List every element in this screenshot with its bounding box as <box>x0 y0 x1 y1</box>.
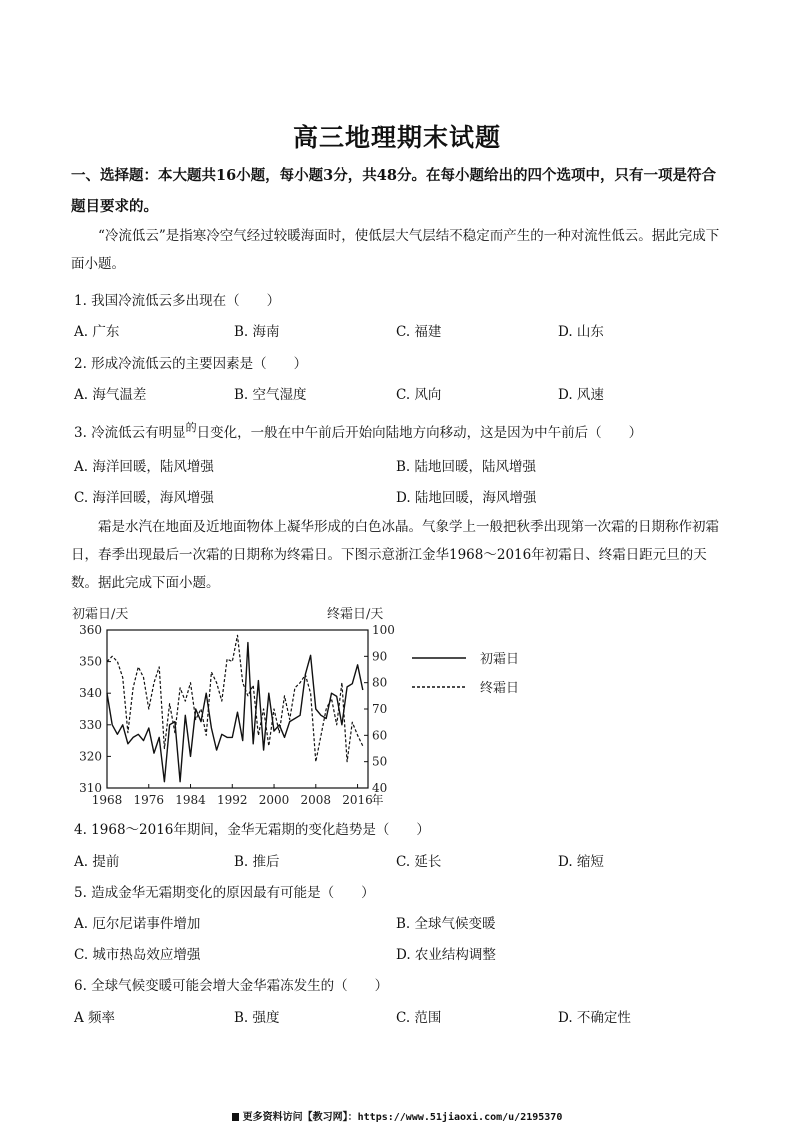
left-tick-label: 350 <box>79 654 102 669</box>
q2-option-a[interactable]: A. 海气温差 <box>74 387 147 403</box>
left-tick-label: 340 <box>79 686 102 701</box>
q4-option-a[interactable]: A. 提前 <box>74 854 120 870</box>
question-2-stem: 2. 形成冷流低云的主要因素是（ ） <box>74 356 308 372</box>
footer-link[interactable] <box>0 1108 794 1123</box>
x-tick-label: 1976 <box>133 793 165 807</box>
q1-option-a[interactable]: A. 广东 <box>74 324 120 340</box>
q4-option-d[interactable]: D. 缩短 <box>558 854 604 870</box>
q4-option-b[interactable]: B. 推后 <box>234 854 280 870</box>
left-tick-label: 360 <box>79 623 102 637</box>
q6-option-b[interactable]: B. 强度 <box>234 1010 280 1026</box>
chart-right-axis-label: 终霜日/天 <box>327 607 384 622</box>
legend-label-last-frost: 终霜日 <box>480 681 520 696</box>
right-tick-label: 50 <box>372 754 388 769</box>
q1-option-c[interactable]: C. 福建 <box>396 324 442 340</box>
series-first-frost-line <box>107 643 363 782</box>
x-tick-label: 1968 <box>91 793 123 807</box>
series-last-frost-line <box>107 635 363 761</box>
x-unit-label: 年 <box>371 793 384 807</box>
frost-chart <box>62 598 582 814</box>
chart-left-axis-label: 初霜日/天 <box>72 607 129 622</box>
q3-option-d[interactable]: D. 陆地回暖，海风增强 <box>396 490 537 506</box>
x-tick-label: 2008 <box>300 793 332 807</box>
x-tick-label: 2016 <box>342 793 373 807</box>
q5-option-a[interactable]: A. 厄尔尼诺事件增加 <box>74 916 201 932</box>
intro-paragraph-2: 霜是水汽在地面及近地面物体上凝华形成的白色冰晶。气象学上一般把秋季出现第一次霜的日期称作初霜日，春季出现最后一次霜的日期称为终霜日。下图示意浙江金华1968～2016年初霜日、终霜日距元旦的天数。据此完成下面小题。 <box>71 519 719 591</box>
q2-option-c[interactable]: C. 风向 <box>396 387 442 403</box>
x-tick-label: 2000 <box>258 793 290 807</box>
question-1-stem: 1. 我国冷流低云多出现在（ ） <box>74 293 281 309</box>
q6-option-c[interactable]: C. 范围 <box>396 1010 442 1026</box>
q2-option-b[interactable]: B. 空气湿度 <box>234 387 307 403</box>
question-6-stem: 6. 全球气候变暖可能会增大金华霜冻发生的（ ） <box>74 978 389 994</box>
right-tick-label: 100 <box>372 623 395 637</box>
left-tick-label: 330 <box>79 717 102 732</box>
right-tick-label: 90 <box>372 649 388 664</box>
x-tick-label: 1992 <box>217 793 248 807</box>
question-5-stem: 5. 造成金华无霜期变化的原因最有可能是（ ） <box>74 885 375 901</box>
left-tick-label: 320 <box>79 749 102 764</box>
q3-stem-pre: 3. 冷流低云有明显 <box>74 425 186 441</box>
footer-text: 更多资料访问【教习网】：https://www.51jiaoxi.com/u/2195370 <box>242 1112 563 1123</box>
x-tick-label: 1984 <box>175 793 206 807</box>
q6-option-a[interactable]: A 频率 <box>74 1010 116 1026</box>
q1-option-b[interactable]: B. 海南 <box>234 324 280 340</box>
right-tick-label: 70 <box>372 702 388 716</box>
q5-option-d[interactable]: D. 农业结构调整 <box>396 947 496 963</box>
legend-label-first-frost: 初霜日 <box>480 652 520 667</box>
q3-option-c[interactable]: C. 海洋回暖，海风增强 <box>74 490 214 506</box>
q3-stem-sup: 的 <box>185 421 197 434</box>
q1-option-d[interactable]: D. 山东 <box>558 324 604 340</box>
question-3-stem <box>74 421 642 441</box>
question-4-stem: 4. 1968～2016年期间，金华无霜期的变化趋势是（ ） <box>74 822 430 838</box>
section-header: 一、选择题：本大题共16小题，每小题3分，共48分。在每小题给出的四个选项中，只有一项是符合题目要求的。 <box>71 167 716 215</box>
left-tick-label: 310 <box>79 781 102 795</box>
page-title: 高三地理期末试题 <box>292 123 501 152</box>
flag-icon <box>232 1113 239 1121</box>
right-tick-label: 40 <box>372 781 388 795</box>
q5-option-b[interactable]: B. 全球气候变暖 <box>396 916 496 932</box>
intro-paragraph-1: “冷流低云”是指寒冷空气经过较暖海面时，使低层大气层结不稳定而产生的一种对流性低云。据此完成下面小题。 <box>71 228 720 272</box>
right-tick-label: 80 <box>372 675 388 690</box>
q3-stem-post: 日变化，一般在中午前后开始向陆地方向移动，这是因为中午前后（ ） <box>196 425 643 441</box>
q3-option-a[interactable]: A. 海洋回暖，陆风增强 <box>74 459 214 475</box>
q5-option-c[interactable]: C. 城市热岛效应增强 <box>74 947 201 963</box>
q6-option-d[interactable]: D. 不确定性 <box>558 1010 631 1026</box>
q3-option-b[interactable]: B. 陆地回暖，陆风增强 <box>396 459 537 475</box>
q4-option-c[interactable]: C. 延长 <box>396 854 442 870</box>
chart-legend <box>412 652 519 696</box>
right-tick-label: 60 <box>372 728 388 743</box>
q2-option-d[interactable]: D. 风速 <box>558 387 604 403</box>
